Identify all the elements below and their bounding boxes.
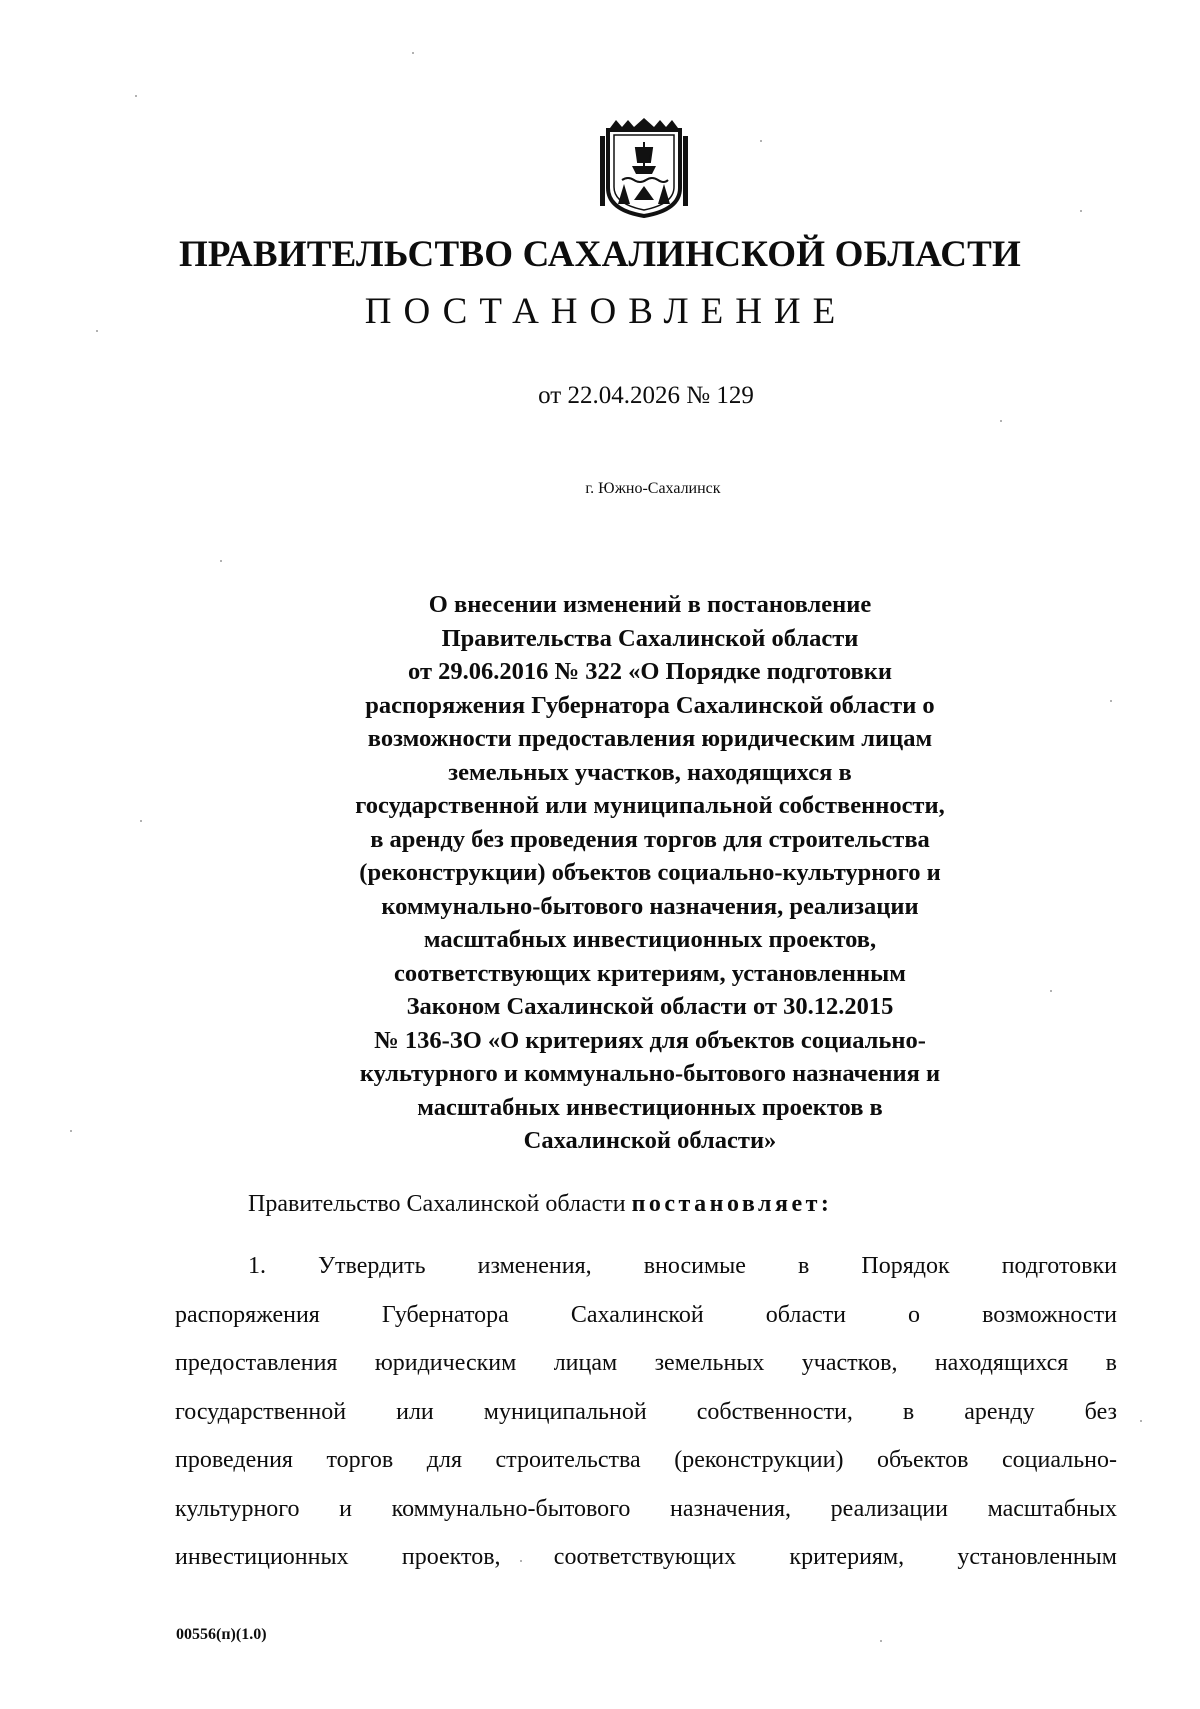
body-line: инвестиционных проектов, соответствующих критериям, установленным [175, 1544, 1117, 1570]
scan-speck [1110, 700, 1112, 702]
subject-line: масштабных инвестиционных проектов, [423, 926, 877, 953]
organization-title: ПРАВИТЕЛЬСТВО САХАЛИНСКОЙ ОБЛАСТИ [178, 234, 1022, 275]
form-code: 00556(п)(1.0) [176, 1626, 267, 1643]
scan-speck [140, 820, 142, 822]
body-line: культурного и коммунально-бытового назначения, реализации масштабных [175, 1495, 1117, 1522]
scan-speck [880, 1640, 882, 1642]
subject-line: масштабных инвестиционных проектов в [417, 1093, 883, 1121]
subject-line: культурного и коммунально-бытового назначения и [359, 1060, 941, 1087]
preamble-text: Правительство Сахалинской области [248, 1191, 626, 1217]
document-city: г. Южно-Сахалинск [585, 480, 721, 497]
subject-line: государственной или муниципальной собственности, [355, 792, 945, 819]
subject-line: от 29.06.2016 № 322 «О Порядке подготовки [408, 658, 892, 685]
scan-speck [135, 95, 137, 97]
subject-line: соответствующих критериям, установленным [394, 959, 906, 987]
body-line: распоряжения Губернатора Сахалинской области о возможности [175, 1301, 1117, 1328]
subject-line: распоряжения Губернатора Сахалинской области о [365, 691, 935, 719]
subject-line: Правительства Сахалинской области [441, 624, 859, 652]
body-line: проведения торгов для строительства (реконструкции) объектов социально- [175, 1447, 1117, 1473]
scan-speck [1080, 210, 1082, 212]
preamble [248, 1191, 832, 1218]
preamble-verb: постановляет: [631, 1191, 833, 1217]
scan-speck [412, 52, 414, 54]
body-line: государственной или муниципальной собственности, в аренду без [175, 1398, 1117, 1425]
subject-line: Сахалинской области» [523, 1127, 777, 1154]
document-date-number: от 22.04.2026 № 129 [538, 382, 754, 409]
scan-speck [1000, 420, 1002, 422]
subject-line: возможности предоставления юридическим лицам [367, 725, 933, 752]
scan-speck [760, 140, 762, 142]
subject-line: О внесении изменений в постановление [428, 591, 872, 618]
scan-speck [1050, 990, 1052, 992]
scan-speck [1140, 1420, 1142, 1422]
subject-line: (реконструкции) объектов социально-культурного и [359, 859, 941, 886]
subject-line: коммунально-бытового назначения, реализации [381, 892, 919, 920]
subject-line: Законом Сахалинской области от 30.12.2015 [406, 993, 894, 1020]
scan-speck [220, 560, 222, 562]
subject-line: в аренду без проведения торгов для строительства [370, 825, 930, 853]
document-body [175, 1242, 1117, 1582]
body-line: предоставления юридическим лицам земельных участков, находящихся в [175, 1350, 1117, 1376]
subject-line: земельных участков, находящихся в [448, 758, 852, 786]
sakhalin-coat-of-arms-icon [598, 118, 690, 218]
scan-speck [70, 1130, 72, 1132]
subject-line: № 136-ЗО «О критериях для объектов социально- [374, 1026, 926, 1054]
document-type: ПОСТАНОВЛЕНИЕ [364, 291, 848, 332]
body-line: 1. Утвердить изменения, вносимые в Порядок подготовки [248, 1253, 1117, 1279]
document-subject [300, 588, 1000, 1158]
